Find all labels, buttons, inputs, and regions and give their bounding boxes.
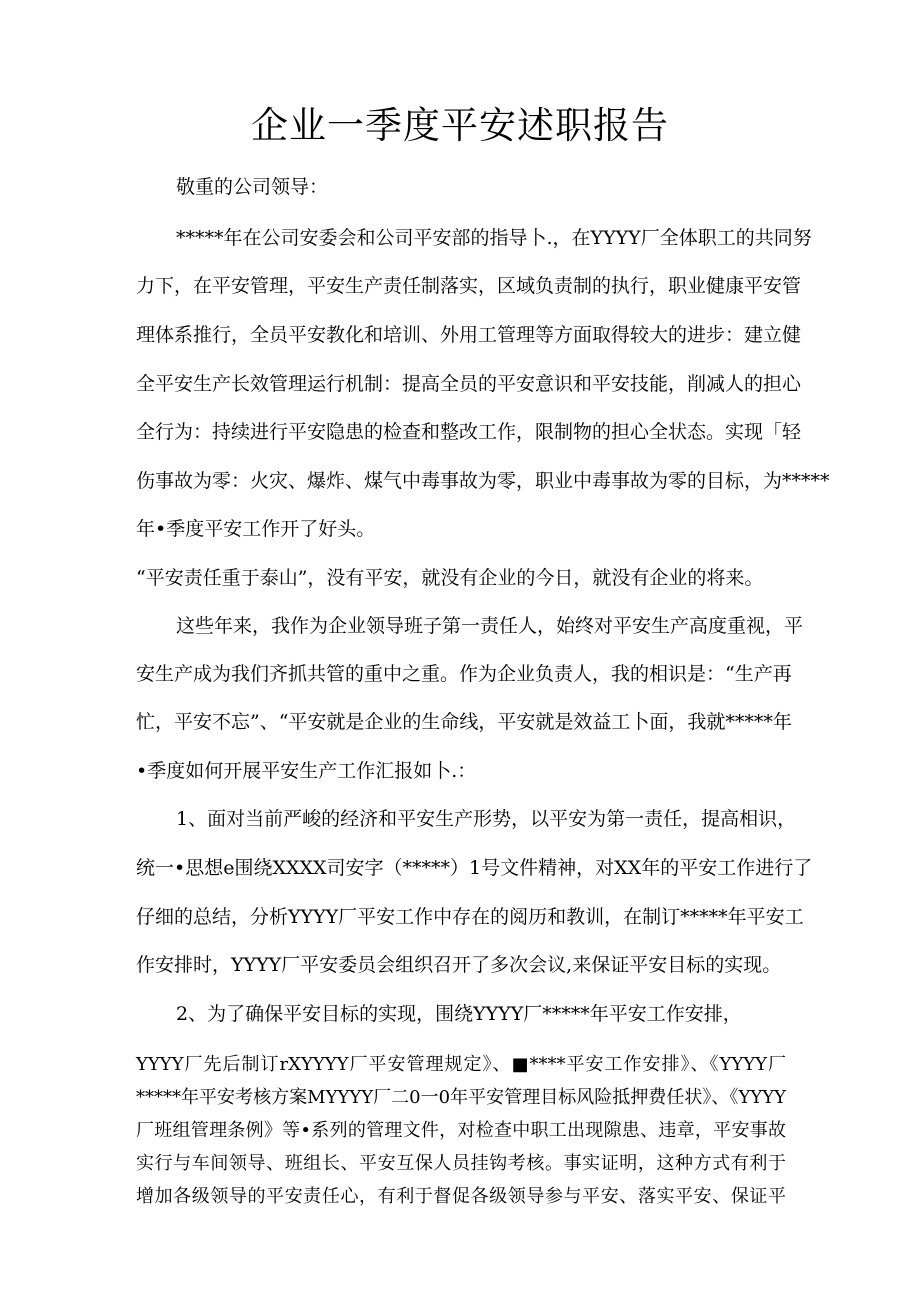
paragraph-1-line-4: 全平安生产长效管理运行机制：提高全员的平安意识和平安技能，削减人的担心 bbox=[136, 373, 802, 395]
paragraph-4-line-5: 实行与车间领导、班组长、平安互保人员挂钩考核。事实证明，这种方式有利于 bbox=[136, 1153, 786, 1174]
paragraph-3-line-1: 1、面对当前严峻的经济和平安生产形势，以平安为第一责任，提高相识， bbox=[176, 808, 797, 830]
paragraph-1-line-5: 全行为：持续进行平安隐患的检查和整改工作，限制物的担心全状态。实现「轻 bbox=[136, 421, 802, 443]
paragraph-3-line-2: 统一•思想e围绕XXXX司安字（*****）1号文件精神，对XX年的平安工作进行了 bbox=[136, 857, 813, 879]
paragraph-2-line-3: 忙，平安不忘”、“平安就是企业的生命线，平安就是效益工卜面，我就*****年 bbox=[136, 711, 792, 733]
paragraph-3-line-3: 仔细的总结，分析YYYY厂平安工作中存在的阅历和教训，在制订*****年平安工 bbox=[136, 906, 804, 928]
paragraph-1-line-6: 伤事故为零：火灾、爆炸、煤气中毒事故为零，职业中毒事故为零的目标，为***** bbox=[136, 470, 830, 492]
paragraph-1-line-7: 年•季度平安工作开了好头。 bbox=[136, 518, 376, 540]
salutation: 敬重的公司领导： bbox=[176, 176, 329, 198]
quote-line: “平安责任重于泰山”，没有平安，就没有企业的今日，就没有企业的将来。 bbox=[136, 567, 764, 589]
document-title: 企业一季度平安述职报告 bbox=[251, 104, 669, 147]
paragraph-4-line-6: 增加各级领导的平安责任心，有利于督促各级领导参与平安、落实平安、保证平 bbox=[136, 1186, 786, 1207]
paragraph-4-line-1: 2、为了确保平安目标的实现，围绕YYYY厂*****年平安工作安排， bbox=[176, 1003, 742, 1025]
paragraph-2-line-1: 这些年来，我作为企业领导班子第一责任人，始终对平安生产高度重视，平 bbox=[176, 615, 804, 637]
paragraph-1-line-2: 力下，在平安管理，平安生产责任制落实，区域负责制的执行，职业健康平安管 bbox=[136, 275, 802, 297]
paragraph-4-line-2: YYYY厂先后制订rXYYYY厂平安管理规定》、■****平安工作安排》、《YYYY厂 bbox=[136, 1054, 786, 1075]
paragraph-2-line-2: 安生产成为我们齐抓共管的重中之重。作为企业负责人，我的相识是：“生产再 bbox=[136, 663, 792, 685]
paragraph-3-line-4: 作安排时，YYYY厂平安委员会组织召开了多次会议,来保证平安目标的实现。 bbox=[136, 954, 782, 976]
paragraph-2-line-4: •季度如何开展平安生产工作汇报如卜.： bbox=[136, 760, 477, 782]
paragraph-1-line-1: *****年在公司安委会和公司平安部的指导卜.，在YYYY厂全体职工的共同努 bbox=[176, 227, 812, 249]
paragraph-1-line-3: 理体系推行，全员平安教化和培训、外用工管理等方面取得较大的进步：建立健 bbox=[136, 324, 802, 346]
paragraph-4-line-4: 厂班组管理条例》等•系列的管理文件，对检查中职工出现隙患、违章，平安事故 bbox=[136, 1120, 786, 1141]
paragraph-4-line-3: *****年平安考核方案MYYYY厂二0一0年平安管理目标风险抵押费任状》、《YYYY bbox=[136, 1087, 786, 1108]
